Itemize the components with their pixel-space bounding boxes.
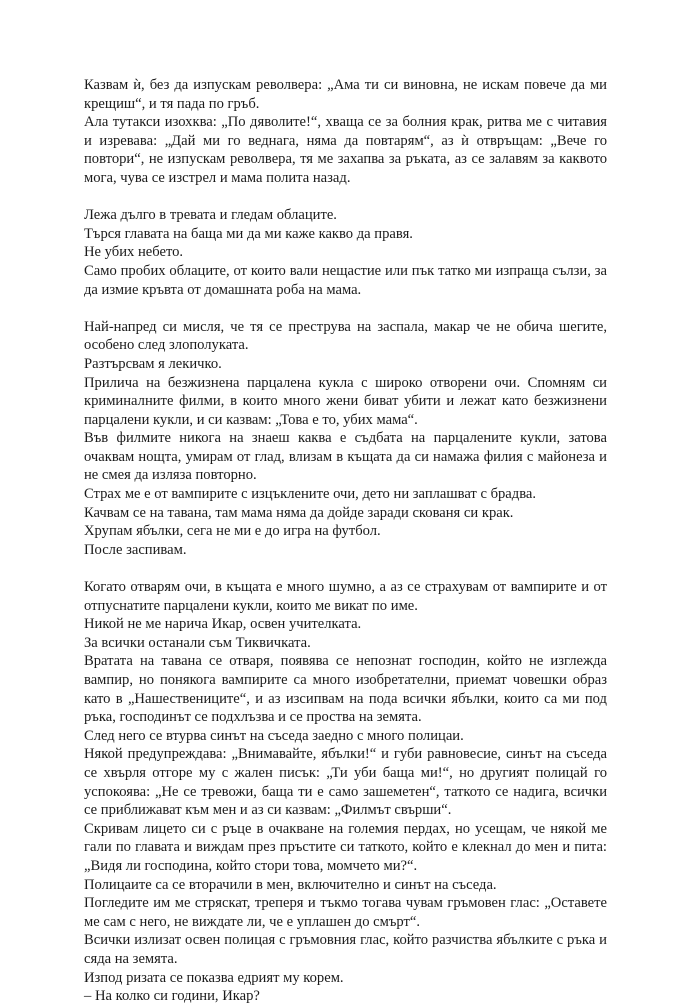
paragraph: Когато отварям очи, в къщата е много шумно, а аз се страхувам от вампирите и от отпуснатите парцалени кукли, които ме викат по име. xyxy=(84,579,607,614)
paragraph: Всички излизат освен полицая с гръмовния глас, който разчиства ябълките с ръка и сяда на земята. xyxy=(84,932,607,967)
paragraph: Някой предупреждава: „Внимавайте, ябълки!“ и губи равновесие, синът на съседа се хвърля отгоре му с жален писък: „Ти уби баща ми!“, но другият полицай го успокоява: „Не се тревожи, баща ти е само зашеметен“, таткото се надига, всички се приближават към мен и аз си казвам: „Филмът свърши“. xyxy=(84,746,607,819)
paragraph: Само пробих облаците, от които вали нещастие или пък татко ми изпраща сълзи, за да измие кръвта от домашната роба на мама. xyxy=(84,262,607,298)
document-body xyxy=(84,76,607,1006)
paragraph: Вратата на тавана се отваря, появява се непознат господин, който не изглежда вампир, но понякога вампирите са много изобретателни, приемат човешки образ като в „Нашествениците“, и аз изсипвам на пода всички ябълки, които са ми под ръка, господинът се подхлъзва и се проства на земята. xyxy=(84,653,607,726)
paragraph: След него се втурва синът на съседа заедно с много полицаи. xyxy=(84,727,464,744)
paragraph: Във филмите никога на знаеш каква е съдбата на парцалените кукли, затова очаквам нощта, умирам от глад, влизам в къщата да си намажа филия с майонеза и не смея да изляза повторно. xyxy=(84,430,607,484)
paragraph: Не убих небето. xyxy=(84,244,184,261)
paragraph: Страх ме е от вампирите с изцъклените очи, дето ни заплашват с брадва. xyxy=(84,486,537,503)
paragraph: Търся главата на баща ми да ми каже какво да правя. xyxy=(84,225,413,242)
paragraph: Казвам ѝ, без да изпускам револвера: „Ама ти си виновна, не искам повече да ми крещиш“, и тя пада по гръб. xyxy=(84,77,607,112)
paragraph: Полицаите са се вторачили в мен, включително и синът на съседа. xyxy=(84,876,497,893)
paragraph: Прилича на безжизнена парцалена кукла с широко отворени очи. Спомням си криминалните филми, в които много жени биват убити и лежат като безжизнени парцалени кукли, и си казвам: „Това е то, убих мама“. xyxy=(84,374,607,428)
paragraph: Най-напред си мисля, че тя се преструва на заспала, макар че не обича шегите, особено след злополуката. xyxy=(84,318,607,354)
paragraph: Скривам лицето си с ръце в очакване на големия пердах, но усещам, че някой ме гали по главата и виждам през пръстите си таткото, който е клекнал до мен и пита: „Видя ли господина, който стори това, момчето ми?“. xyxy=(84,820,607,874)
paragraph: Качвам се на тавана, там мама няма да дойде заради скованя си крак. xyxy=(84,504,514,521)
paragraph: Лежа дълго в тревата и гледам облаците. xyxy=(84,207,337,224)
paragraph: – На колко си години, Икар? xyxy=(84,988,260,1005)
paragraph: Изпод ризата се показва едрият му корем. xyxy=(84,969,344,986)
paragraph: Хрупам ябълки, сега не ми е до игра на футбол. xyxy=(84,523,381,540)
paragraph-gap xyxy=(84,188,607,207)
paragraph-gap xyxy=(84,299,607,318)
paragraph: После заспивам. xyxy=(84,541,187,558)
paragraph: Никой не ме нарича Икар, освен учителката. xyxy=(84,616,362,633)
paragraph: За всички останали съм Тиквичката. xyxy=(84,634,311,651)
paragraph-gap xyxy=(84,559,607,578)
paragraph: Погледите им ме стряскат, треперя и тъкмо тогава чувам гръмовен глас: „Оставете ме сам с него, не виждате ли, че е уплашен до смърт“. xyxy=(84,895,607,930)
paragraph: Разтърсвам я лекичко. xyxy=(84,355,222,372)
paragraph: Ала тутакси изохква: „По дяволите!“, хваща се за болния крак, ритва ме с читавия и изревава: „Дай ми го веднага, няма да повтарям“, аз ѝ отвръщам: „Вече го повтори“, не изпускам револвера, тя ме захапва за ръката, аз се залавям за каквото мога, чува се изстрел и мама полита назад. xyxy=(84,114,607,186)
